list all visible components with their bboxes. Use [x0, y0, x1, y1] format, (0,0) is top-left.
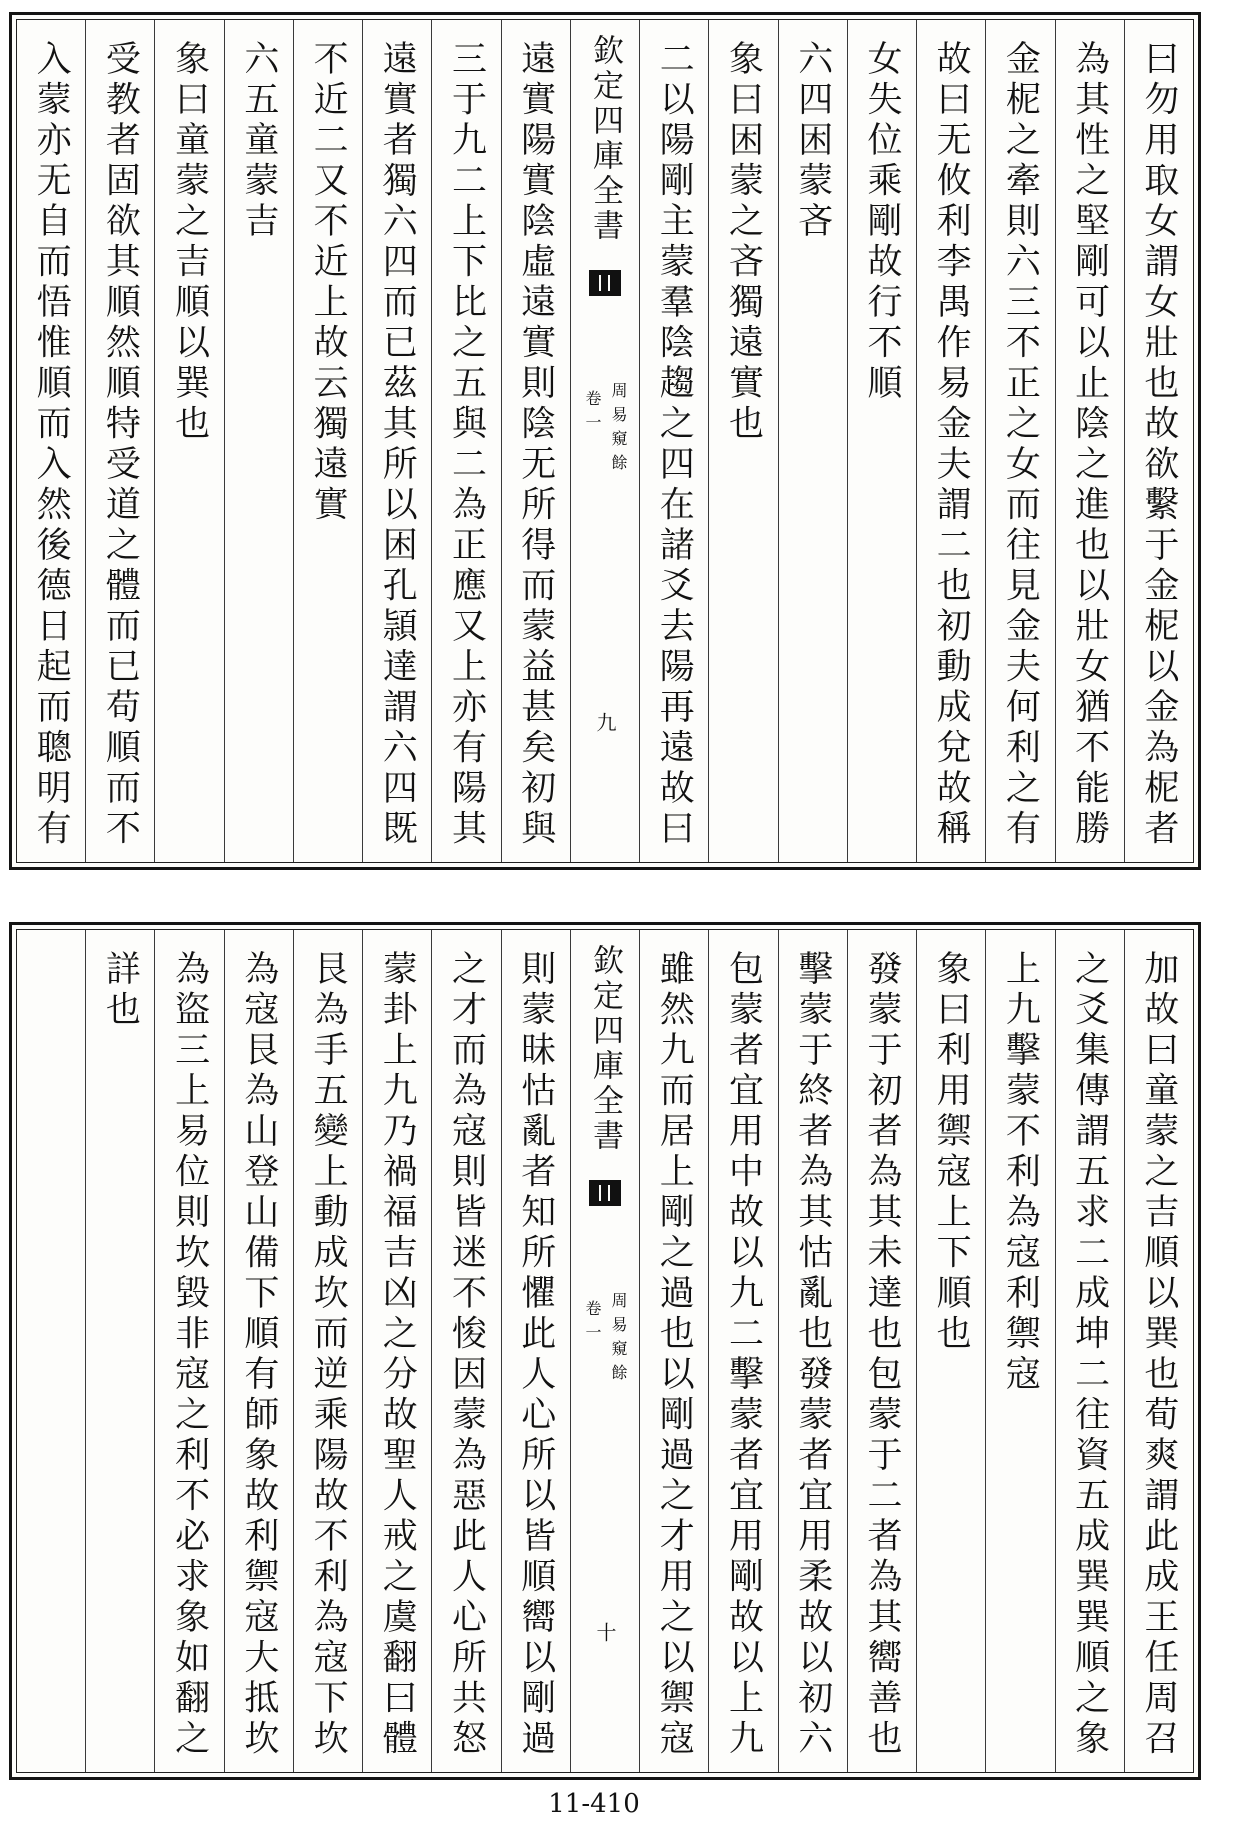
column-text: 加故曰童蒙之吉順以巽也荀爽謂此成王任周召: [1138, 950, 1179, 1760]
fishtail-mark: [589, 1180, 621, 1206]
text-column: [1055, 930, 1124, 1772]
text-column: [154, 20, 223, 862]
text-column: [639, 20, 708, 862]
banxin-page-row: [571, 712, 639, 732]
column-text: 象曰童蒙之吉順以巽也: [169, 40, 210, 445]
text-column: [1055, 20, 1124, 862]
text-column: [85, 20, 154, 862]
text-column: [1124, 930, 1193, 1772]
page-number: 十: [593, 1622, 617, 1642]
column-text: 發蒙于初者為其未達也包蒙于二者為其嚮善也: [861, 950, 902, 1760]
text-column: [501, 20, 570, 862]
banxin-column: [570, 20, 639, 862]
page-number: 九: [593, 712, 617, 732]
column-text: 上九擊蒙不利為寇利禦寇: [1000, 950, 1041, 1396]
text-column: [224, 20, 293, 862]
column-text: 曰勿用取女謂女壯也故欲繫于金柅以金為柅者: [1138, 40, 1179, 850]
text-column: [431, 930, 500, 1772]
footer-page-ref: 11-410: [548, 1789, 640, 1819]
text-column: [293, 930, 362, 1772]
column-text: 之才而為寇則皆迷不悛因蒙為惡此人心所共怒: [446, 950, 487, 1760]
banxin-mark-row: [571, 1180, 639, 1206]
banxin-title: 欽定四庫全書: [587, 944, 623, 1154]
text-column: [17, 20, 85, 862]
column-text: 艮為手五變上動成坎而逆乘陽故不利為寇下坎: [308, 950, 349, 1760]
banxin-page-row: [571, 1622, 639, 1642]
banxin-column: [570, 930, 639, 1772]
column-text: 金柅之牽則六三不正之女而往見金夫何利之有: [1000, 40, 1041, 850]
text-column: [154, 930, 223, 1772]
column-text: 受教者固欲其順然順特受道之體而已苟順而不: [100, 40, 141, 850]
column-text: 女失位乘剛故行不順: [861, 40, 902, 405]
text-column: [916, 930, 985, 1772]
column-text: 則蒙昧怙亂者知所懼此人心所以皆順嚮以剛過: [515, 950, 556, 1760]
column-text: 遠實陽實陰虛遠實則陰无所得而蒙益甚矣初與: [515, 40, 556, 850]
text-column: [362, 20, 431, 862]
column-text: 為其性之堅剛可以止陰之進也以壯女猶不能勝: [1069, 40, 1110, 850]
text-column: [916, 20, 985, 862]
text-column: [1124, 20, 1193, 862]
page-panel-bottom: [9, 922, 1201, 1780]
book-title: 周易窺餘: [609, 382, 628, 478]
column-text: 遠實者獨六四而已茲其所以困孔頴達謂六四既: [377, 40, 418, 850]
banxin-meta-row: [571, 1292, 639, 1388]
page-panel-top: [9, 12, 1201, 870]
text-column: [639, 930, 708, 1772]
text-column: [847, 20, 916, 862]
column-text: 雖然九而居上剛之過也以剛過之才用之以禦寇: [654, 950, 695, 1760]
column-text: 六四困蒙吝: [792, 40, 833, 243]
text-column: [85, 930, 154, 1772]
banxin-title: 欽定四庫全書: [587, 34, 623, 244]
text-column: [778, 930, 847, 1772]
banxin-title-row: [571, 944, 639, 1154]
column-text: 包蒙者宜用中故以九二擊蒙者宜用剛故以上九: [723, 950, 764, 1760]
column-text: 詳也: [100, 950, 141, 1031]
column-text: 故曰无攸利李禺作易金夫謂二也初動成兌故稱: [931, 40, 972, 850]
banxin-title-row: [571, 34, 639, 244]
banxin-meta-row: [571, 382, 639, 478]
column-text: 象曰利用禦寇上下順也: [931, 950, 972, 1355]
text-column: [985, 20, 1054, 862]
text-column: [431, 20, 500, 862]
text-column: [224, 930, 293, 1772]
banxin-mark-row: [571, 270, 639, 296]
column-text: 為寇艮為山登山備下順有師象故利禦寇大抵坎: [238, 950, 279, 1760]
text-column: [708, 930, 777, 1772]
book-title: 周易窺餘: [609, 1292, 628, 1388]
text-column: [847, 930, 916, 1772]
juan-number: 卷一: [583, 390, 602, 438]
column-text: 三于九二上下比之五與二為正應又上亦有陽其: [446, 40, 487, 850]
column-text: 擊蒙于終者為其怙亂也發蒙者宜用柔故以初六: [792, 950, 833, 1760]
column-text: 六五童蒙吉: [238, 40, 279, 243]
column-text: 蒙卦上九乃禍福吉凶之分故聖人戒之虞翻曰體: [377, 950, 418, 1760]
text-column: [778, 20, 847, 862]
text-column: [362, 930, 431, 1772]
empty-column: [17, 930, 85, 1772]
fishtail-mark: [589, 270, 621, 296]
text-column: [501, 930, 570, 1772]
juan-number: 卷一: [583, 1300, 602, 1348]
column-text: 不近二又不近上故云獨遠實: [308, 40, 349, 526]
column-text: 入蒙亦无自而悟惟順而入然後德日起而聰明有: [31, 40, 72, 850]
column-text: 二以陽剛主蒙羣陰趨之四在諸爻去陽再遠故曰: [654, 40, 695, 850]
column-text: 象曰困蒙之吝獨遠實也: [723, 40, 764, 445]
text-column: [708, 20, 777, 862]
text-column: [985, 930, 1054, 1772]
column-grid: [16, 19, 1194, 863]
column-grid: [16, 929, 1194, 1773]
column-text: 之爻集傳謂五求二成坤二往資五成巽巽順之象: [1069, 950, 1110, 1760]
column-text: 為盜三上易位則坎毀非寇之利不必求象如翻之: [169, 950, 210, 1760]
text-column: [293, 20, 362, 862]
